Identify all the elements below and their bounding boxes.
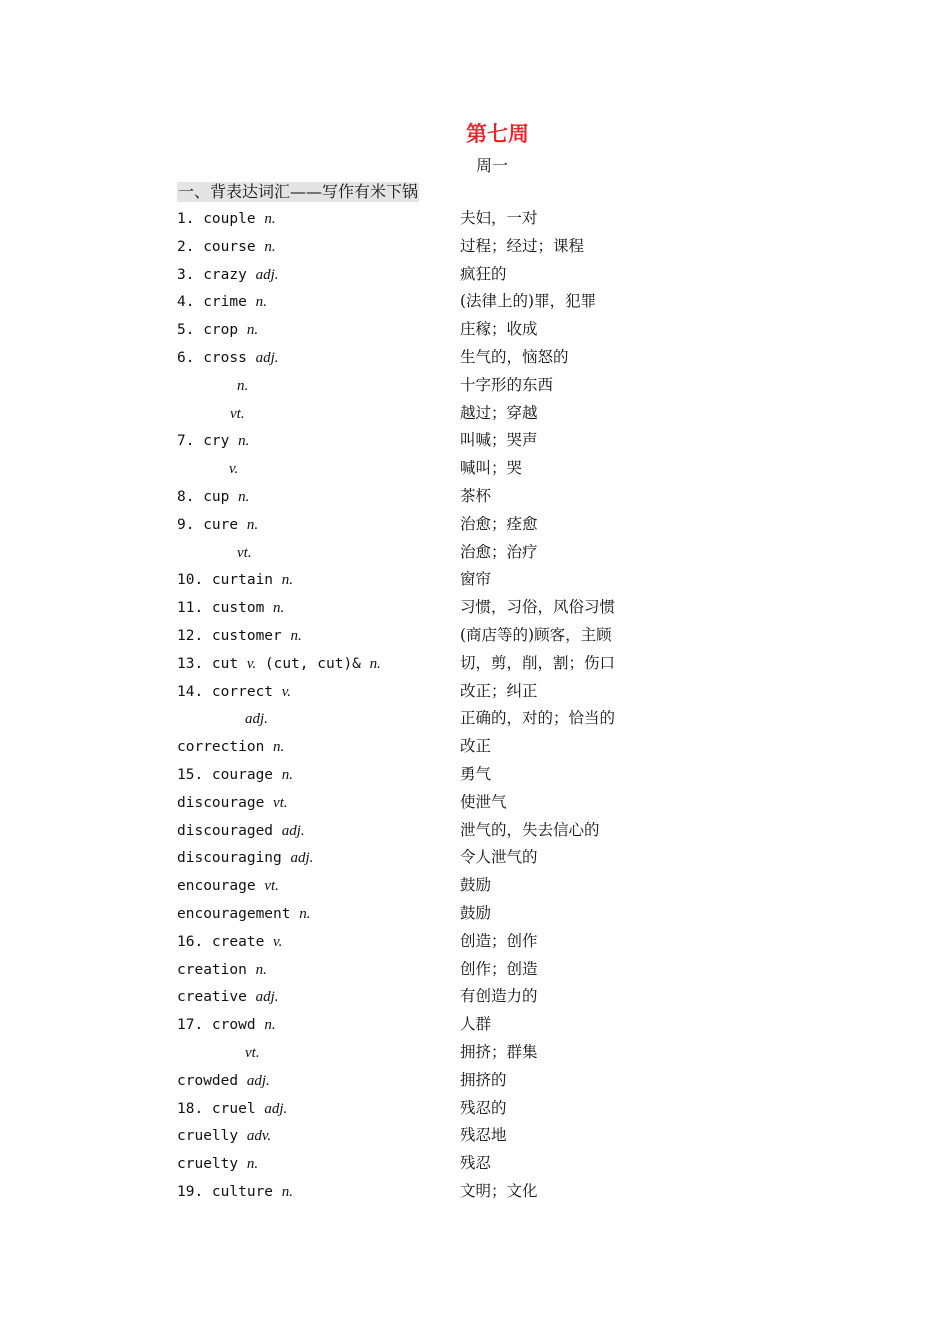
vocab-meaning: 文明；文化 bbox=[460, 1181, 538, 1200]
word-text: crowded bbox=[177, 1072, 247, 1089]
part-of-speech: adv. bbox=[246, 1128, 272, 1145]
vocab-entry bbox=[177, 233, 677, 261]
vocab-word bbox=[177, 987, 279, 1007]
vocab-entry bbox=[177, 1011, 677, 1039]
vocab-word bbox=[177, 1071, 270, 1091]
part-of-speech: n. bbox=[255, 294, 267, 311]
vocab-entry bbox=[177, 594, 677, 622]
vocab-word bbox=[245, 709, 268, 729]
vocab-word bbox=[237, 543, 252, 563]
vocab-word bbox=[177, 265, 279, 285]
part-of-speech: v. bbox=[273, 933, 283, 950]
vocab-meaning: (商店等的)顾客，主顾 bbox=[460, 625, 612, 644]
word-text: 15. courage bbox=[177, 766, 282, 783]
vocab-meaning: 创作；创造 bbox=[460, 959, 538, 978]
vocab-word bbox=[177, 292, 267, 312]
vocab-entry bbox=[177, 705, 677, 733]
vocab-meaning: 十字形的东西 bbox=[460, 375, 554, 394]
part-of-speech: adj. bbox=[290, 850, 314, 867]
vocab-word bbox=[177, 1099, 287, 1119]
vocab-meaning: 夫妇，一对 bbox=[460, 209, 538, 227]
word-text: 3. crazy bbox=[177, 266, 256, 283]
vocab-meaning: 泄气的，失去信心的 bbox=[460, 820, 600, 839]
word-text: 17. crowd bbox=[177, 1017, 265, 1034]
vocab-meaning: 人群 bbox=[460, 1015, 492, 1034]
vocab-entry bbox=[177, 733, 677, 761]
vocab-entry bbox=[177, 539, 677, 567]
vocab-entry bbox=[177, 1150, 677, 1178]
vocab-entry bbox=[177, 455, 677, 483]
vocab-meaning: 越过；穿越 bbox=[460, 403, 538, 422]
part-of-speech: vt. bbox=[230, 405, 245, 422]
word-text: 16. create bbox=[177, 933, 274, 950]
vocabulary-list bbox=[177, 205, 677, 1206]
vocab-word bbox=[177, 821, 305, 841]
word-text: 12. customer bbox=[177, 627, 291, 644]
vocab-entry bbox=[177, 1178, 677, 1206]
vocab-entry bbox=[177, 789, 677, 817]
vocab-meaning: 勇气 bbox=[460, 764, 492, 783]
vocab-meaning: 改正；纠正 bbox=[460, 681, 538, 700]
part-of-speech: adj. bbox=[246, 1072, 270, 1089]
vocab-entry bbox=[177, 344, 677, 372]
vocab-word bbox=[177, 515, 258, 535]
vocab-entry bbox=[177, 566, 677, 594]
vocab-entry bbox=[177, 928, 677, 956]
vocab-entry bbox=[177, 1067, 677, 1095]
vocab-entry bbox=[177, 372, 677, 400]
part-of-speech: vt. bbox=[264, 878, 279, 895]
part-of-speech: n. bbox=[255, 961, 267, 978]
vocab-entry bbox=[177, 1095, 677, 1123]
vocab-meaning: 创造；创作 bbox=[460, 931, 538, 950]
part-of-speech: v. bbox=[229, 461, 239, 478]
vocab-meaning: 残忍 bbox=[460, 1154, 492, 1173]
vocab-entry bbox=[177, 622, 677, 650]
vocab-meaning: 治愈；痊愈 bbox=[460, 514, 538, 533]
part-of-speech: adj. bbox=[255, 349, 279, 366]
part-of-speech: n. bbox=[281, 572, 294, 589]
vocab-entry bbox=[177, 817, 677, 845]
vocab-word bbox=[177, 737, 284, 757]
vocab-entry bbox=[177, 261, 677, 289]
word-text: 11. custom bbox=[177, 600, 274, 617]
vocab-meaning: 残忍地 bbox=[460, 1126, 507, 1145]
word-text: discourage bbox=[177, 794, 274, 811]
vocab-meaning: 拥挤的 bbox=[460, 1070, 507, 1089]
vocab-word bbox=[177, 654, 381, 674]
vocab-word bbox=[177, 765, 293, 785]
part-of-speech: adj. bbox=[281, 822, 305, 839]
vocab-entry bbox=[177, 650, 677, 678]
part-of-speech: adj. bbox=[264, 1100, 288, 1117]
part-of-speech: n. bbox=[299, 905, 311, 922]
part-of-speech: n. bbox=[281, 766, 294, 783]
word-text: cruelty bbox=[177, 1156, 247, 1173]
part-of-speech: n. bbox=[290, 627, 302, 644]
vocab-entry bbox=[177, 761, 677, 789]
vocab-word bbox=[237, 376, 248, 396]
vocab-word bbox=[177, 932, 282, 952]
part-of-speech: n. bbox=[369, 655, 381, 672]
vocab-meaning: 过程；经过；课程 bbox=[460, 236, 585, 255]
part-of-speech: n. bbox=[246, 1156, 259, 1173]
word-text: discouraged bbox=[177, 822, 282, 839]
vocab-meaning: 有创造力的 bbox=[460, 987, 538, 1006]
vocab-entry bbox=[177, 400, 677, 428]
part-of-speech: n. bbox=[273, 600, 285, 617]
vocab-entry bbox=[177, 1122, 677, 1150]
vocab-word bbox=[177, 960, 267, 980]
vocab-word bbox=[177, 570, 293, 590]
vocab-meaning: 改正 bbox=[460, 737, 492, 756]
vocab-meaning: (法律上的)罪，犯罪 bbox=[460, 292, 597, 311]
vocab-meaning: 疯狂的 bbox=[460, 264, 507, 283]
vocab-word bbox=[177, 848, 313, 868]
vocab-entry bbox=[177, 900, 677, 928]
vocab-word bbox=[177, 904, 310, 924]
vocab-word bbox=[177, 1126, 271, 1146]
vocab-meaning: 切，剪，削，割；伤口 bbox=[460, 653, 616, 672]
vocab-meaning: 窗帘 bbox=[460, 570, 492, 589]
vocab-word bbox=[177, 626, 302, 646]
word-text: 4. crime bbox=[177, 294, 256, 311]
page-title: 第七周 bbox=[466, 121, 529, 146]
vocab-meaning: 叫喊；哭声 bbox=[460, 431, 538, 450]
word-text: 1. couple bbox=[177, 211, 265, 227]
word-text: 13. cut bbox=[177, 655, 247, 672]
part-of-speech: n. bbox=[246, 516, 259, 533]
vocab-word bbox=[177, 1154, 258, 1174]
part-of-speech: n. bbox=[237, 377, 249, 394]
section-heading: 一、背表达词汇——写作有米下锅 bbox=[178, 182, 419, 201]
vocab-word bbox=[229, 459, 238, 479]
vocab-entry bbox=[177, 205, 677, 233]
vocab-entry bbox=[177, 956, 677, 984]
vocab-meaning: 鼓励 bbox=[460, 876, 492, 895]
part-of-speech: n. bbox=[264, 1017, 276, 1034]
vocab-meaning: 生气的，恼怒的 bbox=[460, 347, 569, 366]
vocab-word bbox=[177, 793, 288, 813]
word-text: 19. culture bbox=[177, 1183, 282, 1200]
vocab-meaning: 残忍的 bbox=[460, 1098, 507, 1117]
part-of-speech: n. bbox=[238, 488, 250, 505]
vocab-meaning: 茶杯 bbox=[460, 486, 492, 505]
part-of-speech: v. bbox=[281, 683, 292, 700]
vocab-entry bbox=[177, 983, 677, 1011]
vocab-word bbox=[177, 682, 291, 702]
vocab-word bbox=[177, 431, 249, 451]
vocab-entry bbox=[177, 483, 677, 511]
vocab-entry bbox=[177, 511, 677, 539]
vocab-meaning: 使泄气 bbox=[460, 792, 507, 811]
vocab-word bbox=[177, 876, 279, 896]
part-of-speech: n. bbox=[264, 238, 276, 255]
part-of-speech: v. bbox=[246, 655, 257, 672]
vocab-word bbox=[230, 404, 245, 424]
vocab-word bbox=[177, 598, 284, 618]
part-of-speech: vt. bbox=[273, 794, 288, 811]
word-text: creation bbox=[177, 961, 256, 978]
word-text: cruelly bbox=[177, 1128, 247, 1145]
part-of-speech: n. bbox=[238, 433, 250, 450]
vocab-meaning: 喊叫；哭 bbox=[460, 459, 523, 478]
vocab-entry bbox=[177, 872, 677, 900]
vocab-word bbox=[177, 487, 249, 507]
word-text: correction bbox=[177, 739, 274, 756]
part-of-speech: n. bbox=[264, 211, 276, 227]
vocab-entry bbox=[177, 844, 677, 872]
part-of-speech: adj. bbox=[255, 989, 279, 1006]
vocab-meaning: 庄稼；收成 bbox=[460, 320, 538, 339]
vocab-entry bbox=[177, 678, 677, 706]
word-text: encourage bbox=[177, 878, 265, 895]
vocab-entry bbox=[177, 427, 677, 455]
vocab-word bbox=[177, 1182, 293, 1202]
word-text: discouraging bbox=[177, 850, 291, 867]
word-text: encouragement bbox=[177, 905, 300, 922]
part-of-speech: adj. bbox=[255, 266, 279, 283]
part-of-speech: vt. bbox=[245, 1044, 260, 1061]
word-text: 14. correct bbox=[177, 683, 282, 700]
word-text: 8. cup bbox=[177, 488, 239, 505]
part-of-speech: n. bbox=[273, 739, 285, 756]
vocab-entry bbox=[177, 316, 677, 344]
word-forms: (cut, cut)& bbox=[256, 655, 370, 672]
part-of-speech: adj. bbox=[245, 711, 268, 728]
word-text: 7. cry bbox=[177, 433, 239, 450]
word-text: 18. cruel bbox=[177, 1100, 265, 1117]
part-of-speech: n. bbox=[246, 322, 259, 339]
vocab-word bbox=[177, 320, 258, 340]
word-text: 5. crop bbox=[177, 322, 247, 339]
vocab-word bbox=[177, 1015, 276, 1035]
word-text: 6. cross bbox=[177, 349, 256, 366]
word-text: 10. curtain bbox=[177, 572, 282, 589]
part-of-speech: n. bbox=[281, 1183, 294, 1200]
page-subtitle: 周一 bbox=[476, 156, 509, 175]
vocab-entry bbox=[177, 288, 677, 316]
word-text: creative bbox=[177, 989, 256, 1006]
vocab-meaning: 正确的，对的；恰当的 bbox=[460, 709, 616, 728]
vocab-meaning: 习惯，习俗，风俗习惯 bbox=[460, 598, 616, 617]
word-text: 2. course bbox=[177, 238, 265, 255]
vocab-meaning: 令人泄气的 bbox=[460, 848, 538, 867]
vocab-word bbox=[177, 209, 276, 229]
part-of-speech: vt. bbox=[237, 544, 252, 561]
vocab-meaning: 拥挤；群集 bbox=[460, 1042, 538, 1061]
vocab-word bbox=[177, 237, 276, 257]
vocab-word bbox=[245, 1043, 260, 1063]
vocab-meaning: 治愈；治疗 bbox=[460, 542, 538, 561]
vocab-meaning: 鼓励 bbox=[460, 903, 492, 922]
vocab-entry bbox=[177, 1039, 677, 1067]
vocab-word bbox=[177, 348, 279, 368]
word-text: 9. cure bbox=[177, 516, 247, 533]
